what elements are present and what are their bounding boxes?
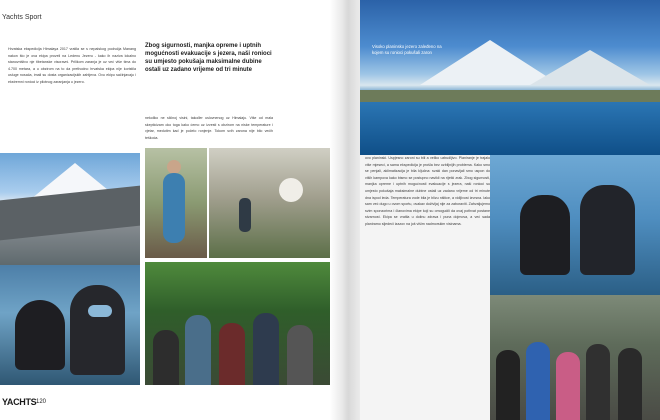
hiker-figure	[163, 173, 185, 243]
lake-shore	[360, 90, 660, 102]
trekker-figure	[239, 198, 251, 232]
team-member	[219, 323, 245, 385]
page-gutter	[330, 0, 360, 420]
photo-divers-surface	[490, 155, 660, 295]
photo-divers-lake	[0, 265, 140, 385]
team-member	[496, 350, 520, 420]
photo-mountain	[0, 153, 140, 265]
body-text-column-1: Hrvatska ekspedicija Himalaya 2017 vratila se s nepalskog područja Manang nakon što je ova ekipa proveli na Ledenu Jezeru - kako ih naziva lokalno stanovništvo nje tibetanske visoravni. Prilikom zaranja je uz već više tima do 4.700 metara, a u obzirom na to da prethodno hrvatska ekipa nije koristila usluge nosača, imali su dosta organizacijskih zahtjeva. Ovu ekipu sačinjavaju i ekstremni ronioci iz pilotnog zaranjanja u jezero.	[8, 47, 136, 84]
team-member	[185, 315, 211, 385]
body-text-column-2: nekoliko ne sličnoj visini, također uslovnenog uz Himalaju. Više od mala skepticizam oko toga kako ćemo uz izvesti s obzirom na niske temperature i vjetar, medutim kad je počelo ronjenje. Tokom svih zarona nije bilo većih teškoća.	[145, 116, 273, 139]
photo-caption: Visoko planinsko jezero zaleđeno na kojem su ronioci pokušali zaron	[372, 44, 442, 56]
diver-figure	[70, 285, 125, 375]
team-member	[586, 344, 610, 420]
section-label: Yachts Sport	[2, 14, 42, 21]
team-member	[556, 352, 580, 420]
pull-quote: Zbog sigurnosti, manjka opreme i uptnih mogućnosti evakuacije s jezera, naši ronioci su umjesto pokušaja maksimalne dubine ostali uz zadano vrijeme od tri minute	[145, 43, 272, 73]
diver-figure	[580, 185, 635, 275]
footer-brand: YACHTS	[2, 397, 37, 407]
team-member	[618, 348, 642, 420]
snow-peak	[530, 50, 650, 85]
team-member	[526, 342, 550, 420]
stupa-shape	[279, 178, 303, 202]
photo-glacial-lake	[360, 0, 660, 155]
photo-team-group	[490, 295, 660, 420]
team-member	[287, 325, 313, 385]
hiker-head	[167, 160, 181, 174]
body-text-column-3: ovo planinski. Uspjesno zaroni su bili a veliko uzbudljivo. Planiranje je trajalo više mjeseci, a sama ekspedicija je prošla bez ozbiljnijih problema. Kako smo se penjali, aklimatizacija je bila ključna: svaki dan ponavljali smo uspon do viših kampova kako bismo se postupno navikli na rijetki zrak. Zbog sigurnosti, manjka opreme i uptnih mogućnosti evakuacije s jezera, naši ronioci su umjesto pokušaja maksimalne dubine ostali uz zadano vrijeme od tri minute dna ispod leda. Temperatura vode bila je blizu ništice, a vidljivost izvrsna. Iako sam već dugo u ovom sportu, ovakav doživljaj nije za zaboraviti. Zahvaljujemo svim sponzorima i članovima ekipe koji su omogućili da ovaj pothvat postane stvarnost. Ekipa se vratila u dolinu zdrava i puna dojmova, a već sada planiramo sljedeći izazov na još višim nadmorskim visinama.	[365, 156, 490, 226]
page-number: 120	[36, 399, 47, 405]
team-member	[253, 313, 279, 385]
photo-hiker	[145, 148, 207, 258]
dive-mask	[88, 305, 112, 317]
diver-figure	[15, 300, 65, 370]
diver-figure	[520, 195, 570, 275]
team-member	[153, 330, 179, 385]
photo-trail-stupa	[209, 148, 330, 258]
photo-team-selfie	[145, 262, 330, 385]
